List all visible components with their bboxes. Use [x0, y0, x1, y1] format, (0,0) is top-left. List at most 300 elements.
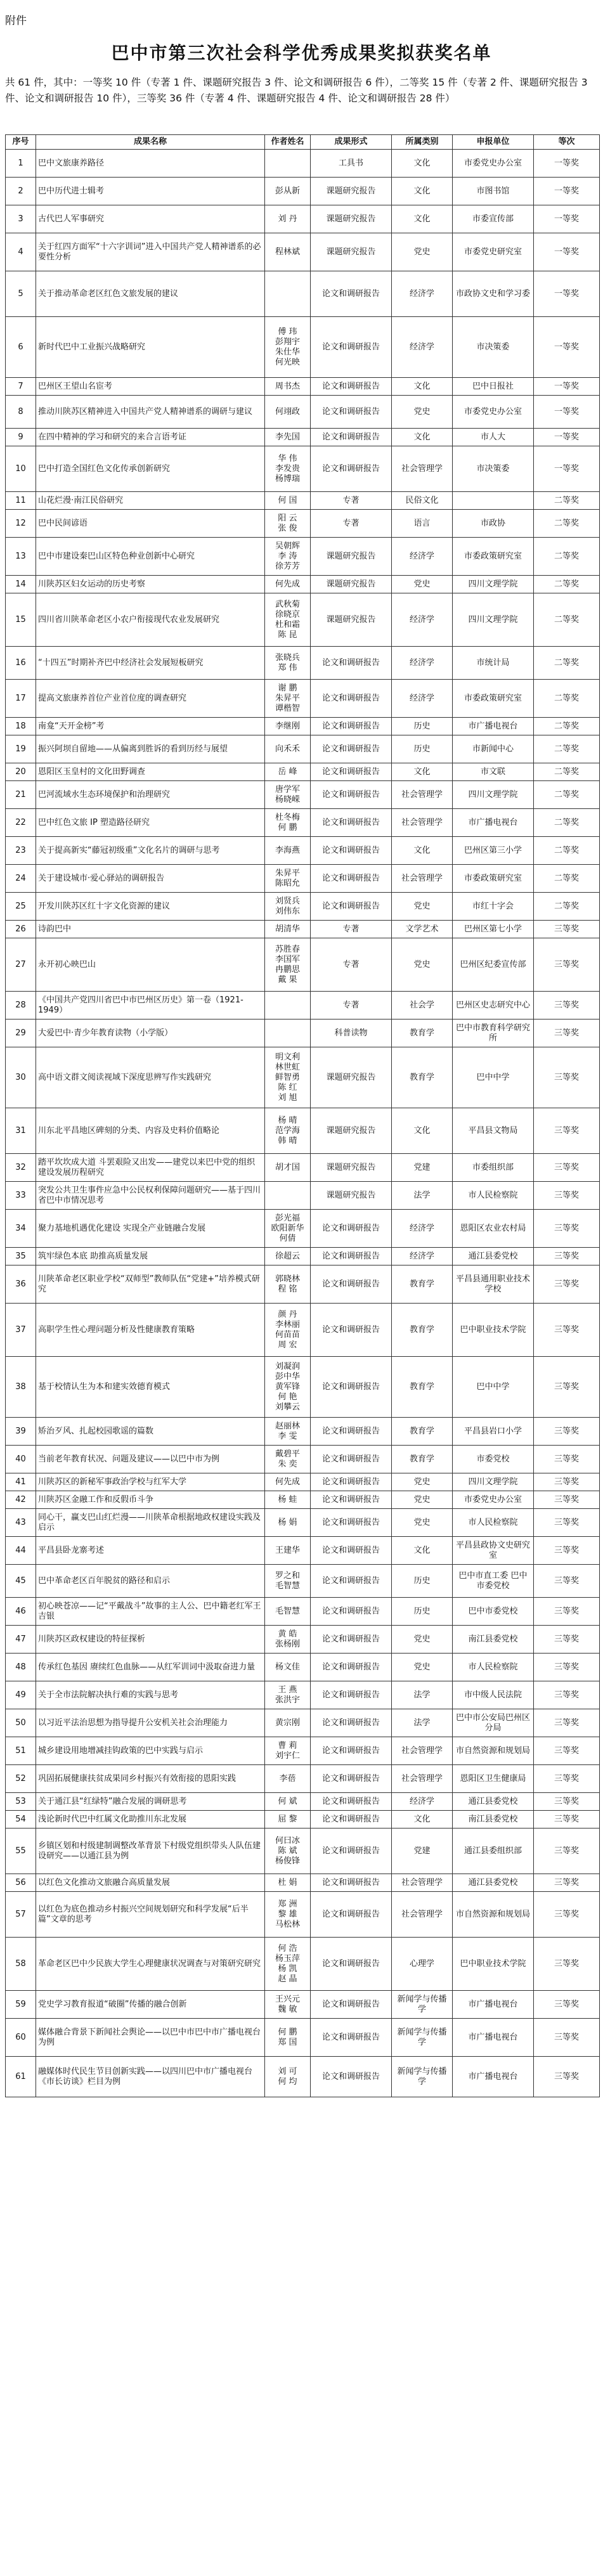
- category: 社会管理学: [392, 1874, 453, 1892]
- table-row: [6, 576, 600, 593]
- achievement-name: 融媒体时代民生节目创新实践——以四川巴中市广播电视台《市长访谈》栏目为例: [36, 2057, 265, 2097]
- achievement-form: 专著: [311, 992, 392, 1019]
- achievement-name: 关于提高新实“藤冠初级重”文化名片的调研与思考: [36, 837, 265, 865]
- row-number: 33: [6, 1182, 36, 1210]
- achievement-name: 关于全市法院解决执行难的实践与思考: [36, 1681, 265, 1709]
- table-row: [6, 271, 600, 317]
- achievement-form: 论文和调研报告: [311, 1565, 392, 1598]
- table-row: [6, 1357, 600, 1418]
- table-row: [6, 1154, 600, 1182]
- category: 党史: [392, 1654, 453, 1681]
- award-grade: 三等奖: [534, 1565, 600, 1598]
- achievement-name: 平昌县卧龙寨考述: [36, 1537, 265, 1565]
- author-names: 李先国: [265, 429, 311, 446]
- author-names: 武秋菊 徐晓京 杜和霜 陈 昆: [265, 593, 311, 647]
- achievement-form: 论文和调研报告: [311, 1537, 392, 1565]
- award-grade: 三等奖: [534, 1019, 600, 1047]
- author-names: 傅 玮 彭翔宇 朱仕华 何光映: [265, 317, 311, 378]
- achievement-name: 川陕苏区政权建设的特征探析: [36, 1626, 265, 1654]
- award-grade: 三等奖: [534, 1357, 600, 1418]
- author-names: [265, 1019, 311, 1047]
- category: 文化: [392, 1537, 453, 1565]
- row-number: 30: [6, 1047, 36, 1108]
- applicant-unit: 市广播电视台: [453, 809, 534, 837]
- achievement-name: 初心映苍凉——记“平戴战斗”故事的主人公、巴中籍老红军王吉银: [36, 1598, 265, 1626]
- achievement-form: 论文和调研报告: [311, 809, 392, 837]
- row-number: 22: [6, 809, 36, 837]
- author-names: 王兴元 魏 敏: [265, 1991, 311, 2019]
- award-grade: 二等奖: [534, 865, 600, 893]
- row-number: 9: [6, 429, 36, 446]
- achievement-form: 专著: [311, 938, 392, 992]
- table-row: [6, 429, 600, 446]
- achievement-name: 恩阳区玉皇村的文化田野调查: [36, 763, 265, 781]
- author-names: 杨 蛙: [265, 1491, 311, 1509]
- table-row: [6, 1828, 600, 1874]
- applicant-unit: 巴中市直工委 巴中市委党校: [453, 1565, 534, 1598]
- category: 社会学: [392, 992, 453, 1019]
- achievement-name: 关于通江县“红绿特”融合发展的调研思考: [36, 1793, 265, 1811]
- applicant-unit: 市自然资源和规划局: [453, 1892, 534, 1938]
- category: 教育学: [392, 1047, 453, 1108]
- achievement-form: 论文和调研报告: [311, 1681, 392, 1709]
- author-names: 何 浩 杨玉萍 杨 凯 赵 晶: [265, 1938, 311, 1991]
- award-grade: 三等奖: [534, 1828, 600, 1874]
- row-number: 10: [6, 446, 36, 492]
- category: 党史: [392, 1626, 453, 1654]
- row-number: 18: [6, 718, 36, 735]
- achievement-name: 基于校情认生为本和建实效德育模式: [36, 1357, 265, 1418]
- applicant-unit: 市委宣传部: [453, 205, 534, 233]
- table-row: [6, 150, 600, 178]
- intro-paragraph: 共 61 件，其中：一等奖 10 件（专著 1 件、课题研究报告 3 件、论文和调研报告 6 件），二等奖 15 件（专著 2 件、课题研究报告 3 件、论文和调研报告 10 件），三等奖 36 件（专著 4 件、课题研究报告 4 件、论文和调研报告 28 件）: [5, 77, 588, 104]
- applicant-unit: 巴中职业技术学院: [453, 1938, 534, 1991]
- award-grade: 三等奖: [534, 1874, 600, 1892]
- category: 社会管理学: [392, 1892, 453, 1938]
- achievement-form: 论文和调研报告: [311, 271, 392, 317]
- author-names: 屈 黎: [265, 1811, 311, 1828]
- achievement-form: 课题研究报告: [311, 1108, 392, 1154]
- category: 经济学: [392, 593, 453, 647]
- author-names: 何先成: [265, 1473, 311, 1491]
- achievement-form: 专著: [311, 492, 392, 510]
- achievement-form: 论文和调研报告: [311, 763, 392, 781]
- category: 社会管理学: [392, 865, 453, 893]
- achievement-form: 课题研究报告: [311, 593, 392, 647]
- table-row: [6, 1108, 600, 1154]
- applicant-unit: 通江县委党校: [453, 1793, 534, 1811]
- achievement-form: 论文和调研报告: [311, 647, 392, 680]
- award-grade: 三等奖: [534, 1210, 600, 1248]
- award-grade: 三等奖: [534, 1709, 600, 1737]
- award-grade: 二等奖: [534, 538, 600, 576]
- award-grade: 三等奖: [534, 1473, 600, 1491]
- author-names: 明文利 林世虹 鲜智勇 陈 红 刘 旭: [265, 1047, 311, 1108]
- achievement-form: 论文和调研报告: [311, 429, 392, 446]
- award-grade: 三等奖: [534, 1737, 600, 1765]
- category: 文化: [392, 150, 453, 178]
- applicant-unit: 市图书馆: [453, 178, 534, 205]
- row-number: 40: [6, 1446, 36, 1473]
- author-names: 何翊政: [265, 396, 311, 429]
- table-row: [6, 396, 600, 429]
- author-names: 李继刚: [265, 718, 311, 735]
- applicant-unit: 四川文理学院: [453, 576, 534, 593]
- row-number: 34: [6, 1210, 36, 1248]
- table-row: [6, 593, 600, 647]
- applicant-unit: 市新闻中心: [453, 735, 534, 763]
- table-row: [6, 1681, 600, 1709]
- table-row: [6, 1654, 600, 1681]
- award-grade: 三等奖: [534, 2019, 600, 2057]
- row-number: 8: [6, 396, 36, 429]
- applicant-unit: 市委党校: [453, 1446, 534, 1473]
- achievement-name: 新时代巴中工业振兴战略研究: [36, 317, 265, 378]
- author-names: 何曰冰 陈 斌 杨俊锋: [265, 1828, 311, 1874]
- achievement-name: 古代巴人军事研究: [36, 205, 265, 233]
- author-names: 彭光福 欧阳新华 何倩: [265, 1210, 311, 1248]
- author-names: 郑 洲 黎 雄 马松林: [265, 1892, 311, 1938]
- award-grade: 一等奖: [534, 205, 600, 233]
- achievement-name: 巴州区王望山名宦考: [36, 378, 265, 396]
- applicant-unit: 巴州区第七小学: [453, 921, 534, 938]
- table-row: [6, 647, 600, 680]
- row-number: 52: [6, 1765, 36, 1793]
- category: 党建: [392, 1154, 453, 1182]
- applicant-unit: 通江县委党校: [453, 1874, 534, 1892]
- achievement-form: 课题研究报告: [311, 1154, 392, 1182]
- author-names: [265, 271, 311, 317]
- applicant-unit: 巴中中学: [453, 1047, 534, 1108]
- award-grade: 三等奖: [534, 2057, 600, 2097]
- achievement-name: 巴中文旅康养路径: [36, 150, 265, 178]
- achievement-form: 论文和调研报告: [311, 1357, 392, 1418]
- applicant-unit: 通江县委组织部: [453, 1828, 534, 1874]
- table-row: [6, 1892, 600, 1938]
- table-row: [6, 1537, 600, 1565]
- row-number: 24: [6, 865, 36, 893]
- row-number: 59: [6, 1991, 36, 2019]
- achievement-form: 论文和调研报告: [311, 2019, 392, 2057]
- category: 教育学: [392, 1357, 453, 1418]
- row-number: 4: [6, 233, 36, 271]
- category: 文学艺术: [392, 921, 453, 938]
- row-number: 44: [6, 1537, 36, 1565]
- achievement-form: 课题研究报告: [311, 576, 392, 593]
- author-names: 杜 娟: [265, 1874, 311, 1892]
- category: 经济学: [392, 1248, 453, 1265]
- table-row: [6, 781, 600, 809]
- row-number: 43: [6, 1509, 36, 1537]
- table-row: [6, 938, 600, 992]
- applicant-unit: 市委党史办公室: [453, 150, 534, 178]
- row-number: 21: [6, 781, 36, 809]
- column-header-unit: 申报单位: [453, 135, 534, 150]
- row-number: 28: [6, 992, 36, 1019]
- award-grade: 一等奖: [534, 178, 600, 205]
- applicant-unit: 恩阳区农业农村局: [453, 1210, 534, 1248]
- page-title: 巴中市第三次社会科学优秀成果奖拟获奖名单: [111, 42, 492, 63]
- row-number: 55: [6, 1828, 36, 1874]
- achievement-name: 巴中市建设秦巴山区特色种业创新中心研究: [36, 538, 265, 576]
- award-grade: 三等奖: [534, 1509, 600, 1537]
- column-header-no: 序号: [6, 135, 36, 150]
- table-row: [6, 317, 600, 378]
- category: 经济学: [392, 317, 453, 378]
- achievement-name: 四川省川陕革命老区小农户衔接现代农业发展研究: [36, 593, 265, 647]
- achievement-form: 论文和调研报告: [311, 1828, 392, 1874]
- achievement-form: 论文和调研报告: [311, 396, 392, 429]
- award-grade: 三等奖: [534, 1154, 600, 1182]
- table-row: [6, 921, 600, 938]
- applicant-unit: 四川文理学院: [453, 1473, 534, 1491]
- author-names: 杨 娟: [265, 1509, 311, 1537]
- applicant-unit: 市委党史办公室: [453, 396, 534, 429]
- row-number: 2: [6, 178, 36, 205]
- applicant-unit: 平昌县岩口小学: [453, 1418, 534, 1446]
- award-grade: 一等奖: [534, 271, 600, 317]
- column-header-name: 成果名称: [36, 135, 265, 150]
- award-grade: 三等奖: [534, 1182, 600, 1210]
- achievement-form: 论文和调研报告: [311, 446, 392, 492]
- author-names: 华 伟 李发贵 杨博瑞: [265, 446, 311, 492]
- achievement-form: 论文和调研报告: [311, 837, 392, 865]
- achievement-name: 川东北平昌地区碑刻的分类、内容及史料价值略论: [36, 1108, 265, 1154]
- award-grade: 三等奖: [534, 1938, 600, 1991]
- achievement-form: 课题研究报告: [311, 205, 392, 233]
- author-names: 苏胜春 李国军 冉鹏思 戴 果: [265, 938, 311, 992]
- row-number: 35: [6, 1248, 36, 1265]
- award-grade: 三等奖: [534, 1654, 600, 1681]
- award-grade: 二等奖: [534, 492, 600, 510]
- row-number: 27: [6, 938, 36, 992]
- category: 法学: [392, 1681, 453, 1709]
- row-number: 50: [6, 1709, 36, 1737]
- award-grade: 三等奖: [534, 1108, 600, 1154]
- table-row: [6, 1265, 600, 1304]
- achievement-name: 南龛“天开金榜”考: [36, 718, 265, 735]
- category: 历史: [392, 735, 453, 763]
- award-grade: 三等奖: [534, 938, 600, 992]
- table-row: [6, 1304, 600, 1357]
- achievement-name: 川陕革命老区职业学校“双师型”教师队伍“党建+”培养模式研究: [36, 1265, 265, 1304]
- category: 社会管理学: [392, 1765, 453, 1793]
- achievement-name: 以红色文化推动文旅融合高质量发展: [36, 1874, 265, 1892]
- author-names: 郭晓林 程 铭: [265, 1265, 311, 1304]
- table-row: [6, 680, 600, 718]
- applicant-unit: 市委党史办公室: [453, 1491, 534, 1509]
- achievement-name: 提高文旅康养首位产业首位度的调查研究: [36, 680, 265, 718]
- category: 文化: [392, 429, 453, 446]
- award-grade: 一等奖: [534, 396, 600, 429]
- row-number: 13: [6, 538, 36, 576]
- award-grade: 三等奖: [534, 1248, 600, 1265]
- author-names: 刘凝润 彭中华 黄军锋 何 艳 刘攀云: [265, 1357, 311, 1418]
- row-number: 49: [6, 1681, 36, 1709]
- achievement-name: 以习近平法治思想为指导提升公安机关社会治理能力: [36, 1709, 265, 1737]
- row-number: 29: [6, 1019, 36, 1047]
- category: 文化: [392, 205, 453, 233]
- achievement-name: 踏平坎坎成大道 斗罢艰险又出发——建党以来巴中党的组织建设发展历程研究: [36, 1154, 265, 1182]
- category: 党史: [392, 233, 453, 271]
- achievement-name: 突发公共卫生事件应急中公民权利保障问题研究——基于四川省巴中市情况思考: [36, 1182, 265, 1210]
- row-number: 56: [6, 1874, 36, 1892]
- applicant-unit: 市广播电视台: [453, 1991, 534, 2019]
- category: 教育学: [392, 1265, 453, 1304]
- applicant-unit: 通江县委党校: [453, 1248, 534, 1265]
- award-grade: 三等奖: [534, 1765, 600, 1793]
- author-names: 杨 晴 范学海 韩 晴: [265, 1108, 311, 1154]
- applicant-unit: 巴中中学: [453, 1357, 534, 1418]
- table-row: [6, 1248, 600, 1265]
- author-names: 朱昇平 陈昭允: [265, 865, 311, 893]
- table-row: [6, 2057, 600, 2097]
- achievement-name: 以红色为底色推动乡村振兴空间规划研究和科学发展“后半篇”文章的思考: [36, 1892, 265, 1938]
- award-grade: 三等奖: [534, 1446, 600, 1473]
- category: 历史: [392, 718, 453, 735]
- applicant-unit: 巴中市教育科学研究所: [453, 1019, 534, 1047]
- category: 民俗文化: [392, 492, 453, 510]
- author-names: [265, 150, 311, 178]
- column-header-grade: 等次: [534, 135, 600, 150]
- author-names: 徐超云: [265, 1248, 311, 1265]
- category: 历史: [392, 1598, 453, 1626]
- author-names: 阳 云 张 俊: [265, 510, 311, 538]
- row-number: 7: [6, 378, 36, 396]
- row-number: 58: [6, 1938, 36, 1991]
- row-number: 32: [6, 1154, 36, 1182]
- row-number: 38: [6, 1357, 36, 1418]
- applicant-unit: 市人大: [453, 429, 534, 446]
- applicant-unit: 市红十字会: [453, 893, 534, 921]
- row-number: 47: [6, 1626, 36, 1654]
- applicant-unit: 市委政策研究室: [453, 538, 534, 576]
- author-names: 唐学军 杨晓嵘: [265, 781, 311, 809]
- achievement-form: 论文和调研报告: [311, 735, 392, 763]
- table-row: [6, 763, 600, 781]
- applicant-unit: 巴中日报社: [453, 378, 534, 396]
- achievement-name: 巴中打造全国红色文化传承创新研究: [36, 446, 265, 492]
- table-row: [6, 718, 600, 735]
- author-names: 李蓓: [265, 1765, 311, 1793]
- applicant-unit: 市委组织部: [453, 1154, 534, 1182]
- achievement-form: 论文和调研报告: [311, 893, 392, 921]
- achievement-name: 诗韵巴中: [36, 921, 265, 938]
- applicant-unit: 四川文理学院: [453, 593, 534, 647]
- achievement-name: 川陕苏区妇女运动的历史考察: [36, 576, 265, 593]
- table-row: [6, 510, 600, 538]
- category: 党史: [392, 893, 453, 921]
- author-names: 王建华: [265, 1537, 311, 1565]
- category: 历史: [392, 1565, 453, 1598]
- category: 文化: [392, 763, 453, 781]
- category: 经济学: [392, 680, 453, 718]
- category: 经济学: [392, 1210, 453, 1248]
- award-grade: 二等奖: [534, 510, 600, 538]
- category: 社会管理学: [392, 809, 453, 837]
- table-row: [6, 1491, 600, 1509]
- achievement-name: 聚力基地机遇优化建设 实现全产业链融合发展: [36, 1210, 265, 1248]
- award-grade: 二等奖: [534, 680, 600, 718]
- row-number: 46: [6, 1598, 36, 1626]
- achievement-name: 永开初心映巴山: [36, 938, 265, 992]
- category: 法学: [392, 1182, 453, 1210]
- applicant-unit: 市委党史研究室: [453, 233, 534, 271]
- author-names: 杜冬梅 何 鹏: [265, 809, 311, 837]
- table-row: [6, 2019, 600, 2057]
- achievement-name: 高中语文群文阅读视域下深度思辨写作实践研究: [36, 1047, 265, 1108]
- achievement-form: 课题研究报告: [311, 1047, 392, 1108]
- achievement-name: 巴河流域水生态环境保护和治理研究: [36, 781, 265, 809]
- row-number: 39: [6, 1418, 36, 1446]
- row-number: 25: [6, 893, 36, 921]
- table-row: [6, 1019, 600, 1047]
- author-names: 何先成: [265, 576, 311, 593]
- achievement-name: 开发川陕苏区红十字文化资源的建议: [36, 893, 265, 921]
- applicant-unit: 市广播电视台: [453, 718, 534, 735]
- table-row: [6, 1565, 600, 1598]
- achievement-name: 同心干，赢支巴山红烂漫——川陕革命根据地政权建设实践及启示: [36, 1509, 265, 1537]
- category: 教育学: [392, 1446, 453, 1473]
- category: 新闻学与传播学: [392, 1991, 453, 2019]
- row-number: 61: [6, 2057, 36, 2097]
- achievement-name: 关于红四方面军“十六字训词”进入中国共产党人精神谱系的必要性分析: [36, 233, 265, 271]
- row-number: 16: [6, 647, 36, 680]
- category: 党史: [392, 396, 453, 429]
- category: 教育学: [392, 1019, 453, 1047]
- author-names: 张晓兵 郑 伟: [265, 647, 311, 680]
- table-row: [6, 378, 600, 396]
- table-row: [6, 233, 600, 271]
- row-number: 54: [6, 1811, 36, 1828]
- row-number: 31: [6, 1108, 36, 1154]
- achievement-form: 专著: [311, 510, 392, 538]
- achievement-name: 媒体融合背景下新闻社会舆论——以巴中市巴中市广播电视台为例: [36, 2019, 265, 2057]
- author-names: 刘 丹: [265, 205, 311, 233]
- table-row: [6, 1509, 600, 1537]
- achievement-form: 论文和调研报告: [311, 1304, 392, 1357]
- category: 经济学: [392, 538, 453, 576]
- achievement-name: 城乡建设用地增减挂钩政策的巴中实践与启示: [36, 1737, 265, 1765]
- applicant-unit: 市文联: [453, 763, 534, 781]
- achievement-form: 论文和调研报告: [311, 865, 392, 893]
- award-grade: 二等奖: [534, 647, 600, 680]
- category: 党史: [392, 1509, 453, 1537]
- achievement-name: 党史学习教育报道“破圈”传播的融合创新: [36, 1991, 265, 2019]
- achievement-form: 论文和调研报告: [311, 1892, 392, 1938]
- achievement-form: 论文和调研报告: [311, 1874, 392, 1892]
- author-names: 彭从新: [265, 178, 311, 205]
- author-names: 罗之和 毛智慧: [265, 1565, 311, 1598]
- achievement-form: 论文和调研报告: [311, 1811, 392, 1828]
- row-number: 53: [6, 1793, 36, 1811]
- achievement-form: 论文和调研报告: [311, 378, 392, 396]
- achievement-form: 论文和调研报告: [311, 1626, 392, 1654]
- applicant-unit: 巴州区第三小学: [453, 837, 534, 865]
- achievement-name: 关于建设城市·爱心驿站的调研报告: [36, 865, 265, 893]
- category: 经济学: [392, 1793, 453, 1811]
- column-header-author: 作者姓名: [265, 135, 311, 150]
- category: 社会管理学: [392, 446, 453, 492]
- achievement-form: 课题研究报告: [311, 538, 392, 576]
- achievement-name: 巴中革命老区百年脱贫的路径和启示: [36, 1565, 265, 1598]
- author-names: [265, 992, 311, 1019]
- achievement-form: 论文和调研报告: [311, 1793, 392, 1811]
- category: 文化: [392, 1811, 453, 1828]
- row-number: 36: [6, 1265, 36, 1304]
- table-row: [6, 893, 600, 921]
- table-row: [6, 1874, 600, 1892]
